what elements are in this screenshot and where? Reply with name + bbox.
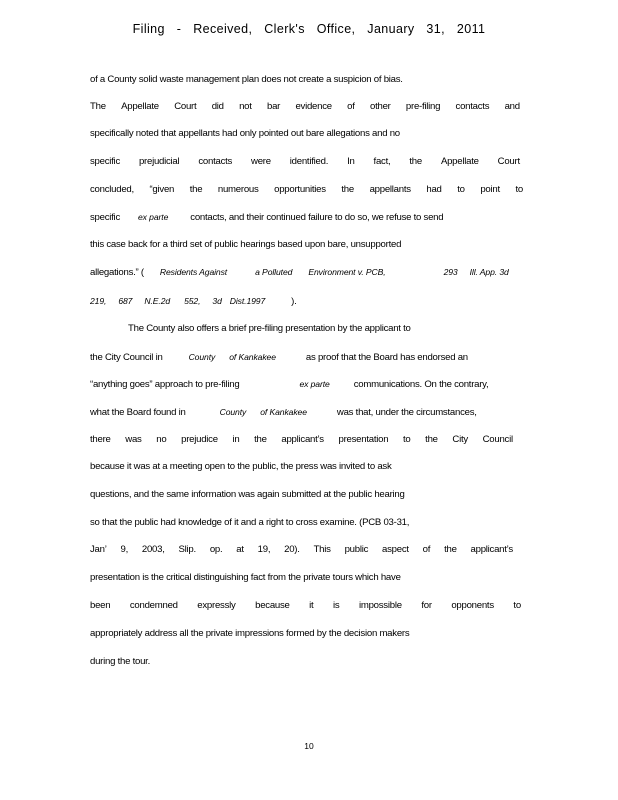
word: pre-filing: [405, 101, 441, 112]
word: to: [513, 600, 521, 611]
word: not: [239, 101, 252, 112]
body-text: what the Board found in: [90, 407, 186, 418]
word: op.: [209, 544, 223, 555]
body-text: allegations.” (: [90, 267, 144, 278]
body-line: [90, 351, 468, 364]
word: 20).: [284, 544, 300, 555]
word: did: [211, 101, 224, 112]
case-name: County: [219, 407, 247, 417]
body-line: [90, 378, 488, 391]
word: for: [421, 600, 432, 611]
word: the: [254, 434, 267, 445]
word: applicant’s: [281, 434, 324, 445]
citation-district: Dist.1997: [229, 296, 266, 306]
word: the: [341, 184, 354, 195]
word: the: [444, 544, 457, 555]
citation-page: 219,: [90, 296, 107, 306]
word: aspect: [382, 544, 409, 555]
case-name: Environment v. PCB,: [308, 267, 386, 277]
citation-line: [90, 266, 509, 279]
body-line: this case back for a third set of public hearings based upon bare, unsupported: [90, 239, 402, 250]
body-line: specifically noted that appellants had only pointed out bare allegations and no: [90, 128, 400, 139]
word: The: [90, 101, 106, 112]
body-line-justified: [90, 184, 523, 196]
word: and: [504, 101, 520, 112]
word: concluded,: [90, 184, 134, 195]
word: of: [422, 544, 431, 555]
word: Court: [497, 156, 520, 167]
word: of: [347, 101, 355, 112]
word: fact,: [373, 156, 391, 167]
word: opponents: [451, 600, 494, 611]
word: This: [313, 544, 331, 555]
citation-volume: 687: [118, 296, 133, 306]
word: condemned: [129, 600, 178, 611]
body-text: the City Council in: [90, 352, 163, 363]
word: been: [90, 600, 111, 611]
word: evidence: [295, 101, 332, 112]
word: bar: [267, 101, 281, 112]
word: was: [125, 434, 142, 445]
word: Appellate: [121, 101, 159, 112]
case-name: a Polluted: [255, 267, 293, 277]
citation-reporter: Ill. App. 3d: [469, 267, 509, 277]
body-line: because it was at a meeting open to the public, the press was invited to ask: [90, 461, 392, 472]
case-name: of Kankakee: [229, 352, 276, 362]
word: the: [189, 184, 203, 195]
case-name: County: [188, 352, 216, 362]
body-line: [90, 211, 443, 224]
body-line-justified: [90, 156, 520, 168]
body-text: was that, under the circumstances,: [336, 407, 477, 418]
word: to: [515, 184, 523, 195]
citation-reporter: N.E.2d: [144, 296, 171, 306]
word: Jan’: [90, 544, 107, 555]
body-line: presentation is the critical distinguishing fact from the private tours which have: [90, 572, 401, 583]
word: to: [402, 434, 411, 445]
citation-line: [90, 295, 297, 308]
word: “given: [149, 184, 175, 195]
word: point: [480, 184, 500, 195]
italic-term: ex parte: [138, 212, 169, 222]
word: to: [457, 184, 465, 195]
word: in: [232, 434, 240, 445]
word: specific: [90, 156, 120, 167]
body-line-justified: [90, 434, 513, 446]
word: there: [90, 434, 111, 445]
word: applicant’s: [470, 544, 513, 555]
body-text: “anything goes” approach to pre-filing: [90, 379, 240, 390]
body-line-justified: [90, 600, 521, 612]
word: contacts: [198, 156, 233, 167]
body-text: specific: [90, 212, 120, 223]
word: City: [452, 434, 468, 445]
word: Council: [482, 434, 513, 445]
body-text: contacts, and their continued failure to do so, we refuse to send: [190, 212, 444, 223]
case-name: of Kankakee: [260, 407, 307, 417]
body-line: appropriately address all the private impressions formed by the decision makers: [90, 628, 410, 639]
word: were: [251, 156, 271, 167]
citation-page: 552,: [184, 296, 201, 306]
word: Slip.: [178, 544, 196, 555]
word: prejudicial: [138, 156, 180, 167]
word: because: [255, 600, 290, 611]
case-name: Residents Against: [159, 267, 228, 277]
body-line-justified: [90, 101, 520, 113]
body-line: [90, 406, 477, 419]
word: presentation: [338, 434, 389, 445]
word: the: [409, 156, 422, 167]
word: identified.: [289, 156, 329, 167]
body-line: questions, and the same information was again submitted at the public hearing: [90, 489, 405, 500]
word: 9,: [120, 544, 128, 555]
filing-stamp-header: Filing - Received, Clerk's Office, January 31, 2011: [132, 22, 486, 36]
word: expressly: [197, 600, 236, 611]
word: prejudice: [181, 434, 218, 445]
word: public: [344, 544, 369, 555]
body-line: so that the public had knowledge of it and a right to cross examine. (PCB 03-31,: [90, 517, 410, 528]
word: it: [309, 600, 314, 611]
word: 19,: [257, 544, 271, 555]
citation-district: 3d: [212, 296, 222, 306]
body-line: during the tour.: [90, 656, 151, 667]
word: In: [347, 156, 355, 167]
word: no: [156, 434, 167, 445]
word: is: [333, 600, 340, 611]
body-text: ).: [291, 296, 297, 307]
word: at: [236, 544, 244, 555]
body-text: communications. On the contrary,: [353, 379, 489, 390]
word: the: [425, 434, 438, 445]
body-text: as proof that the Board has endorsed an: [305, 352, 468, 363]
word: other: [369, 101, 391, 112]
word: numerous: [217, 184, 259, 195]
word: opportunities: [274, 184, 326, 195]
word: contacts: [455, 101, 490, 112]
page-number: 10: [304, 741, 314, 751]
word: had: [426, 184, 442, 195]
word: Court: [174, 101, 197, 112]
word: impossible: [358, 600, 402, 611]
italic-term: ex parte: [299, 379, 330, 389]
body-line: of a County solid waste management plan does not create a suspicion of bias.: [90, 74, 403, 85]
paragraph-first-line: The County also offers a brief pre-filing presentation by the applicant to: [128, 323, 411, 334]
word: Appellate: [440, 156, 479, 167]
word: appellants: [369, 184, 411, 195]
word: 2003,: [141, 544, 165, 555]
citation-volume: 293: [443, 267, 458, 277]
body-line-justified: [90, 544, 513, 556]
